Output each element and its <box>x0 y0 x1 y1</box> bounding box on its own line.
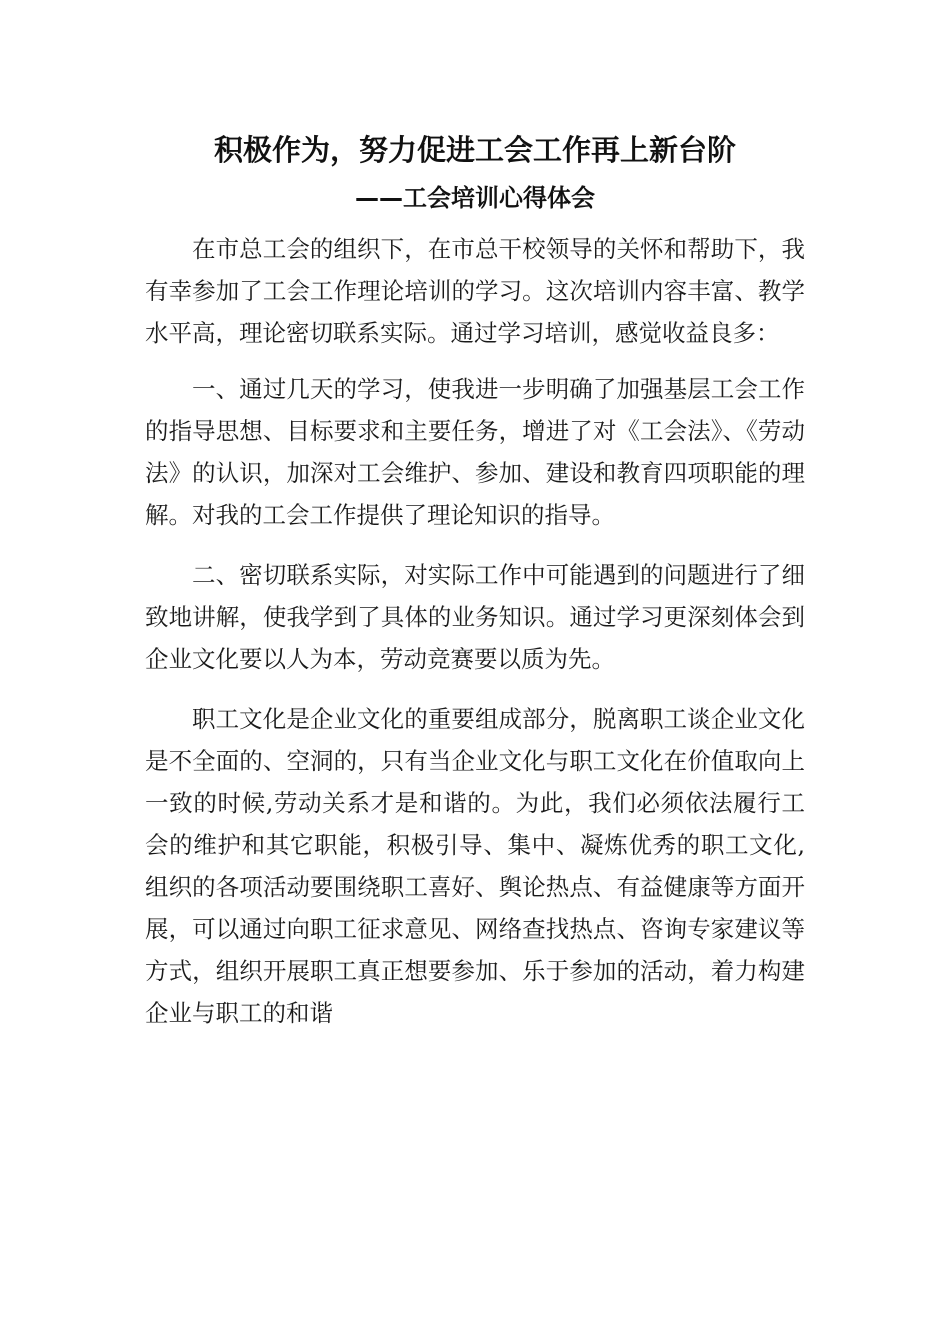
paragraph-worker-culture: 职工文化是企业文化的重要组成部分，脱离职工谈企业文化是不全面的、空洞的，只有当企业文化与职工文化在价值取向上一致的时候,劳动关系才是和谐的。为此，我们必须依法履行工会的维护和其它职能，积极引导、集中、凝炼优秀的职工文化,组织的各项活动要围绕职工喜好、舆论热点、有益健康等方面开展，可以通过向职工征求意见、网络查找热点、咨询专家建议等方式，组织开展职工真正想要参加、乐于参加的活动，着力构建企业与职工的和谐 <box>145 705 805 1027</box>
paragraph-intro: 在市总工会的组织下，在市总干校领导的关怀和帮助下，我有幸参加了工会工作理论培训的学习。这次培训内容丰富、教学水平高，理论密切联系实际。通过学习培训，感觉收益良多： <box>145 235 805 347</box>
document-body <box>145 228 805 1034</box>
document-subtitle: ——工会培训心得体会 <box>355 184 595 212</box>
document-title: 积极作为，努力促进工会工作再上新台阶 <box>213 133 736 167</box>
paragraph-point-two: 二、密切联系实际，对实际工作中可能遇到的问题进行了细致地讲解，使我学到了具体的业务知识。通过学习更深刻体会到企业文化要以人为本，劳动竞赛要以质为先。 <box>145 561 805 673</box>
paragraph-point-one: 一、通过几天的学习，使我进一步明确了加强基层工会工作的指导思想、目标要求和主要任务，增进了对《工会法》、《劳动法》的认识，加深对工会维护、参加、建设和教育四项职能的理解。对我的工会工作提供了理论知识的指导。 <box>145 375 805 529</box>
